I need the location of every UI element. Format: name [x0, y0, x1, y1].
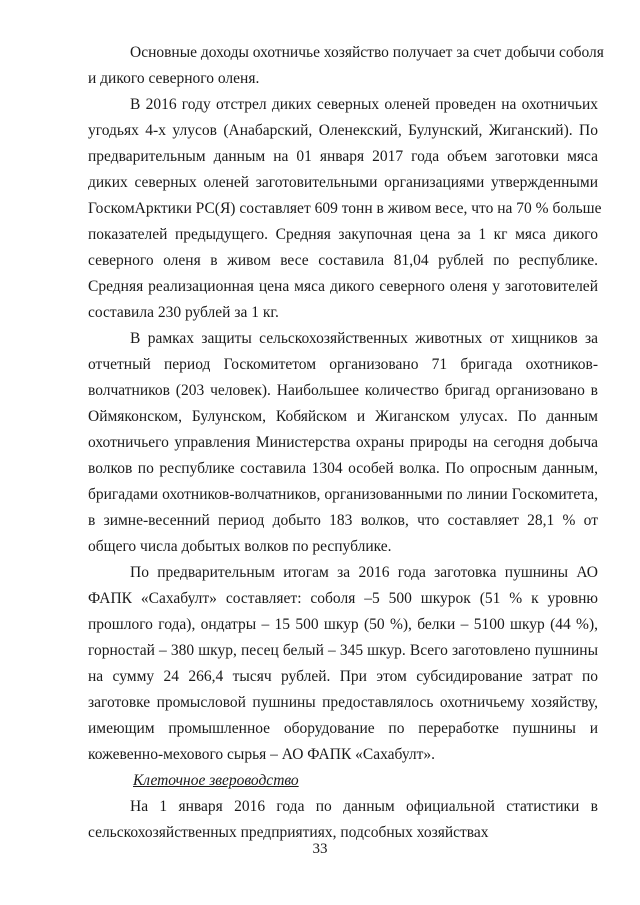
- paragraph-line: ФАПК «Сахабулт» составляет: соболя –5 500 шкурок (51 % к уровню: [88, 590, 598, 607]
- paragraph-line: отчетный период Госкомитетом организовано 71 бригада охотников-: [88, 356, 598, 373]
- section-heading: Клеточное звероводство: [133, 772, 299, 789]
- final-paragraph-container: [88, 794, 598, 846]
- paragraph-line: предварительным данным на 01 января 2017 года объем заготовки мяса: [88, 148, 598, 165]
- paragraph-line: имеющим промышленное оборудование по переработке пушнины и: [88, 720, 598, 737]
- paragraph-line: и дикого северного оленя.: [88, 70, 260, 87]
- paragraph-line: волков по республике составила 1304 особей волка. По опросным данным,: [88, 460, 598, 477]
- paragraph-line: составила 230 рублей за 1 кг.: [88, 304, 279, 321]
- paragraph-line: прошлого года), ондатры – 15 500 шкур (50 %), белки – 5100 шкур (44 %),: [88, 616, 598, 633]
- paragraph-line: бригадами охотников-волчатников, организованными по линии Госкомитета,: [88, 486, 598, 503]
- paragraph-line: По предварительным итогам за 2016 года заготовка пушнины АО: [130, 564, 598, 581]
- paragraph-3: [88, 326, 598, 560]
- paragraph-line: волчатников (203 человек). Наибольшее количество бригад организовано в: [88, 382, 598, 399]
- paragraph-line: показателей предыдущего. Средняя закупочная цена за 1 кг мяса дикого: [88, 226, 598, 243]
- page-number: 33: [312, 841, 328, 857]
- paragraph-line: В 2016 году отстрел диких северных оленей проведен на охотничьих: [130, 96, 598, 113]
- paragraph-line: в зимне-весенний период добыто 183 волков, что составляет 28,1 % от: [88, 512, 598, 529]
- paragraph-2: [88, 92, 602, 326]
- document-page: [88, 40, 604, 846]
- paragraph-line: горностай – 380 шкур, песец белый – 345 шкур. Всего заготовлено пушнины: [88, 642, 598, 659]
- paragraph-line: Основные доходы охотничье хозяйство получает за счет добычи соболя: [130, 44, 604, 61]
- paragraph-line: Средняя реализационная цена мяса дикого северного оленя у заготовителей: [88, 278, 598, 295]
- paragraph-line: Оймяконском, Булунском, Кобяйском и Жиганском улусах. По данным: [88, 408, 598, 425]
- paragraph-line: ГоскомАрктики РС(Я) составляет 609 тонн в живом весе, что на 70 % больше: [88, 200, 602, 217]
- paragraph-line: северного оленя в живом весе составила 81,04 рублей по республике.: [88, 252, 598, 269]
- paragraph-line: заготовке промысловой пушнины предоставлялось охотничьему хозяйству,: [88, 694, 598, 711]
- paragraph-line: охотничьего управления Министерства охраны природы на сегодня добыча: [88, 434, 598, 451]
- paragraph-line: кожевенно-мехового сырья – АО ФАПК «Сахабулт».: [88, 746, 436, 763]
- paragraph-line: диких северных оленей заготовительными организациями утвержденными: [88, 174, 598, 191]
- paragraph-4: [88, 560, 598, 768]
- paragraph-line: общего числа добытых волков по республике.: [88, 538, 392, 555]
- paragraph-line: В рамках защиты сельскохозяйственных животных от хищников за: [130, 330, 598, 347]
- final-paragraph: [88, 794, 598, 846]
- paragraph-line: На 1 января 2016 года по данным официальной статистики в: [130, 798, 598, 815]
- paragraph-line: на сумму 24 266,4 тысяч рублей. При этом субсидирование затрат по: [88, 668, 598, 685]
- paragraph-line: угодьях 4-х улусов (Анабарский, Оленекский, Булунский, Жиганский). По: [88, 122, 598, 139]
- paragraph-line: сельскохозяйственных предприятиях, подсобных хозяйствах: [88, 824, 489, 841]
- paragraph-1: [88, 40, 604, 92]
- document-body: [88, 40, 604, 768]
